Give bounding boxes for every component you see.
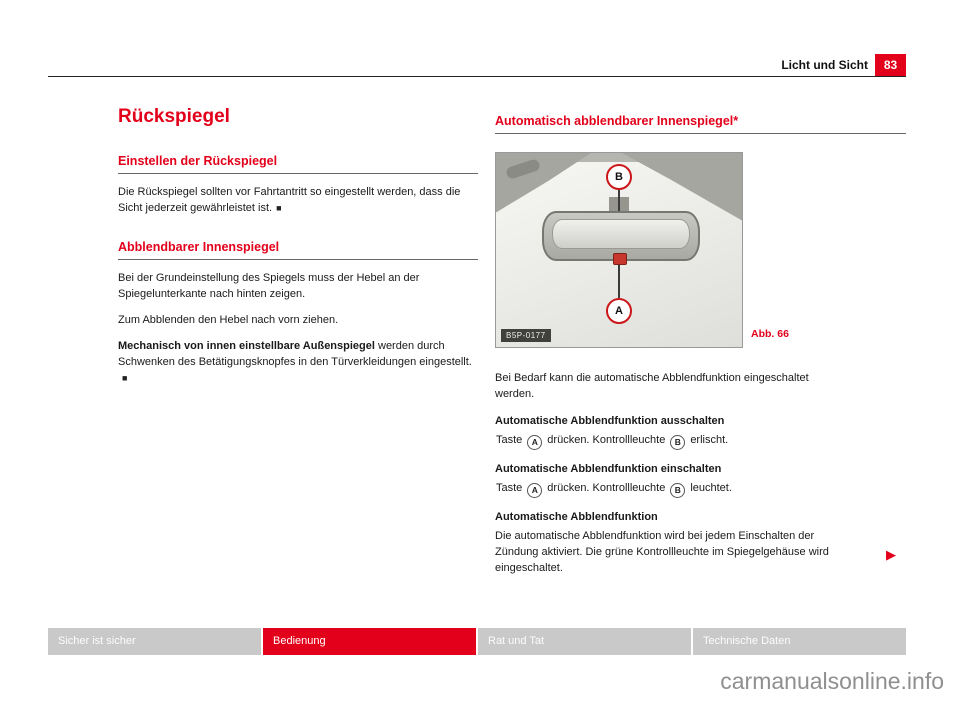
figure-wrapper [495, 152, 906, 350]
column-left [118, 106, 478, 396]
footer-tab-technische-daten: Technische Daten [693, 628, 906, 655]
paragraph-abblendfunktion: Die automatische Abblendfunktion wird bei jedem Einschalten der Zündung aktiviert. Die grüne Kontrollleuchte im Spiegelgehäuse wird eingeschaltet. [495, 530, 829, 574]
page-title: Rückspiegel [118, 106, 230, 127]
subheading-ausschalten: Automatische Abblendfunktion ausschalten [495, 415, 725, 427]
figure-mirror-illustration [495, 152, 743, 348]
figure-mirror-glass [552, 219, 690, 249]
watermark-text: carmanualsonline.info [720, 668, 944, 694]
footer-tab-rat-und-tat: Rat und Tat [478, 628, 691, 655]
figure-image-code: B5P-0177 [501, 329, 551, 342]
figure-callout-a [606, 298, 632, 324]
header-rule [48, 76, 906, 77]
key-circle-b-icon: B [670, 483, 685, 498]
key-line-einschalten [495, 480, 906, 498]
figure-caption: Abb. 66 [751, 328, 789, 340]
paragraph-grundeinstellung: Bei der Grundeinstellung des Spiegels muss der Hebel an der Spiegelunterkante nach hinten zeigen. [118, 272, 420, 300]
figure-callout-line-a [618, 265, 620, 298]
header-section-title: Licht und Sicht [781, 58, 868, 72]
column-right [495, 114, 906, 586]
key-line-ausschalten [495, 432, 906, 450]
subheading-abblendfunktion: Automatische Abblendfunktion [495, 511, 658, 523]
key-line-mid: drücken. Kontrollleuchte [547, 434, 666, 446]
section-heading-abblendbar: Abblendbarer Innenspiegel [118, 240, 478, 260]
footer-tab-sicher-ist-sicher: Sicher ist sicher [48, 628, 261, 655]
figure-callout-b [606, 164, 632, 190]
paragraph-aussenspiegel [118, 338, 478, 386]
footer-section-bar [48, 628, 906, 655]
callout-letter-a: A [615, 305, 623, 317]
paragraph-einstellen [118, 184, 478, 216]
paragraph-bold-lead: Mechanisch von innen einstellbare Außenspiegel [118, 340, 375, 352]
end-mark: ■ [276, 203, 282, 213]
key-line-pre: Taste [496, 482, 523, 494]
end-mark: ■ [122, 373, 128, 383]
key-circle-a-icon: A [527, 483, 542, 498]
paragraph-rest: werden durch Schwenken des Betätigungsknopfes in den Türverkleidungen eingestellt. [118, 340, 472, 368]
key-line-mid: drücken. Kontrollleuchte [547, 482, 666, 494]
paragraph-text: Die Rückspiegel sollten vor Fahrtantritt so eingestellt werden, dass die Sicht jederzeit gewährleistet ist. [118, 186, 461, 214]
key-line-post: erlischt. [690, 434, 729, 446]
key-line-pre: Taste [496, 434, 523, 446]
continue-arrow-icon: ▶ [886, 547, 896, 562]
key-line-post: leuchtet. [690, 482, 732, 494]
paragraph-intro: Bei Bedarf kann die automatische Abblendfunktion eingeschaltet werden. [495, 372, 809, 400]
figure-dimming-button [613, 253, 627, 265]
page-number-badge: 83 [875, 54, 906, 76]
key-circle-a-icon: A [527, 435, 542, 450]
paragraph-abblenden: Zum Abblenden den Hebel nach vorn ziehen. [118, 314, 339, 326]
subheading-einschalten: Automatische Abblendfunktion einschalten [495, 463, 722, 475]
callout-letter-b: B [615, 171, 623, 183]
key-circle-b-icon: B [670, 435, 685, 450]
section-heading-automatisch: Automatisch abblendbarer Innenspiegel* [495, 114, 906, 134]
section-heading-einstellen: Einstellen der Rückspiegel [118, 154, 478, 174]
footer-tab-bedienung: Bedienung [263, 628, 476, 655]
